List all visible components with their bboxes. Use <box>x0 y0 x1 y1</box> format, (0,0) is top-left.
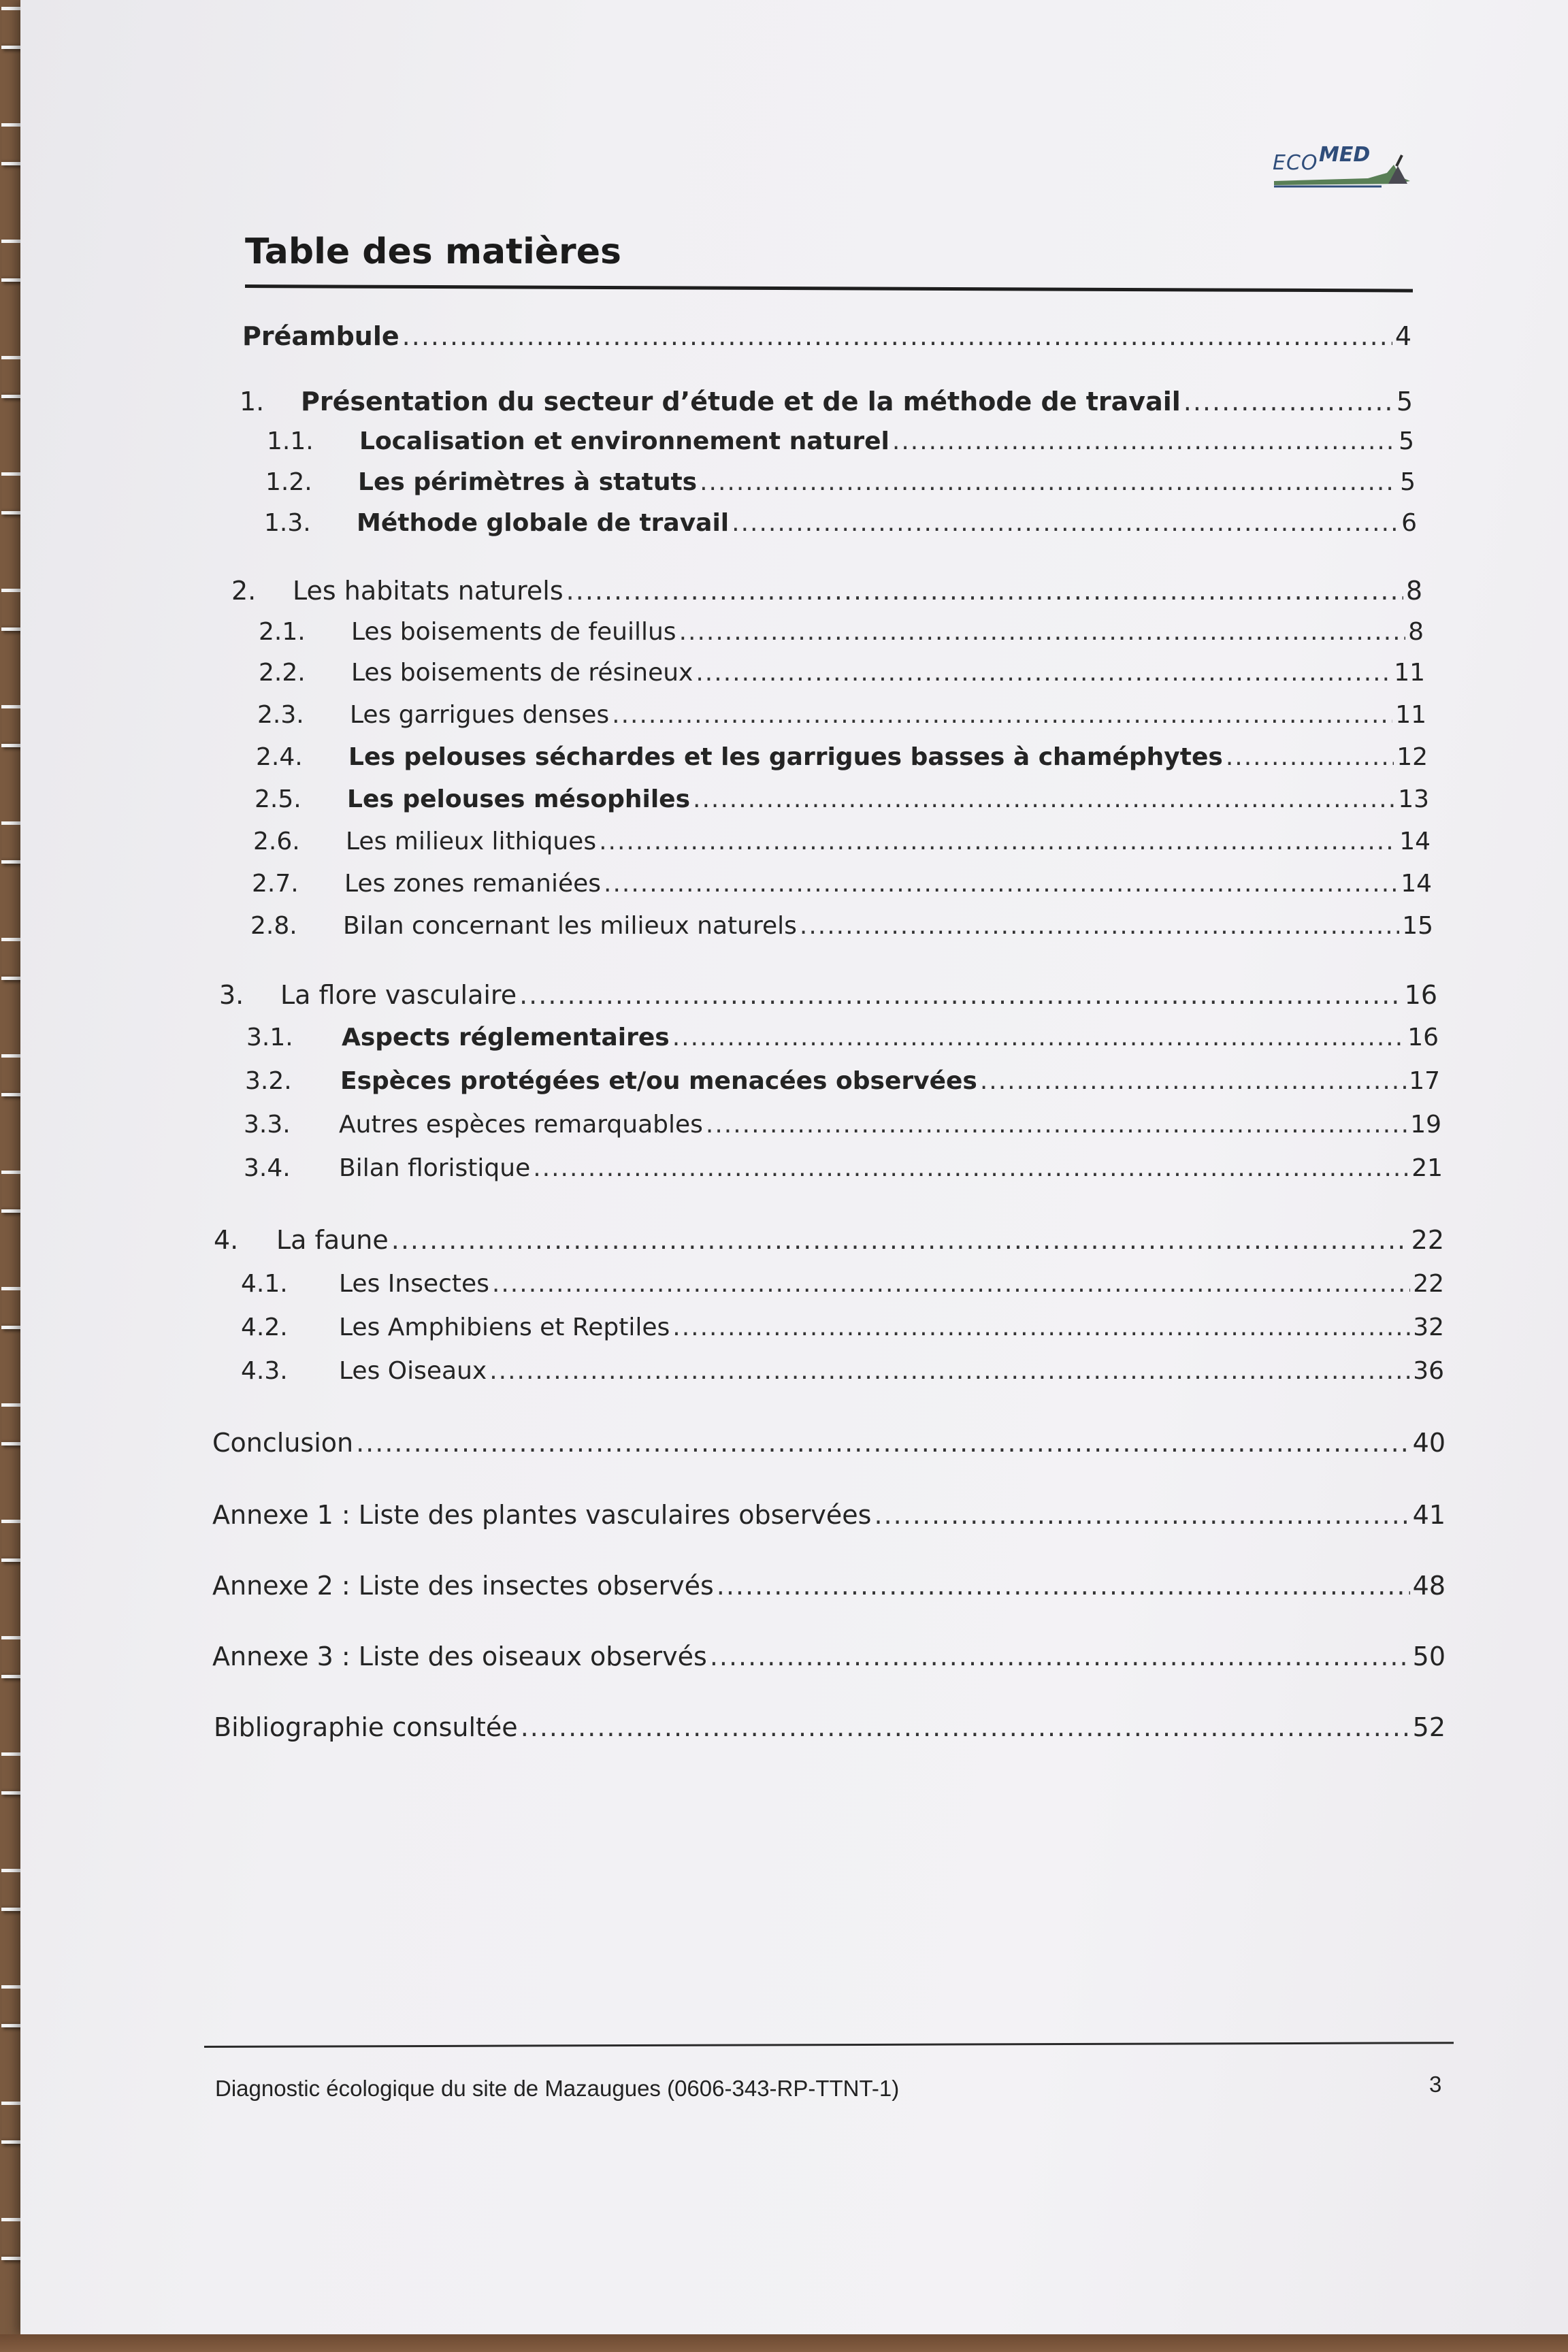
toc-entry-title: Autres espèces remarquables <box>339 1111 703 1139</box>
toc-dot-leader <box>706 1111 1407 1139</box>
toc-entry-page: 6 <box>1401 509 1417 537</box>
toc-entry-page: 32 <box>1413 1313 1444 1341</box>
toc-entry-title: Les Amphibiens et Reptiles <box>339 1313 670 1341</box>
toc-entry-page: 22 <box>1411 1225 1444 1255</box>
toc-entry[interactable] <box>259 659 1425 687</box>
toc-entry-title: Annexe 1 : Liste des plantes vasculaires observées <box>212 1500 872 1530</box>
toc-entry[interactable] <box>256 743 1428 771</box>
toc-entry[interactable] <box>214 1225 1444 1255</box>
toc-entry-page: 40 <box>1412 1428 1446 1458</box>
toc-entry-page: 13 <box>1398 785 1429 813</box>
toc-entry-number: 2.1. <box>259 618 306 646</box>
toc-dot-leader <box>710 1642 1410 1671</box>
toc-entry[interactable] <box>242 321 1411 351</box>
toc-entry-page: 16 <box>1404 980 1437 1010</box>
logo-eco-text: ECO <box>1273 151 1318 175</box>
toc-entry-number: 2.8. <box>250 912 297 940</box>
toc-entry[interactable] <box>214 1712 1446 1742</box>
toc-entry-page: 14 <box>1401 870 1432 898</box>
toc-entry[interactable] <box>253 828 1431 855</box>
toc-entry-title: Présentation du secteur d’étude et de la méthode de travail <box>301 387 1181 416</box>
toc-dot-leader <box>391 1225 1409 1255</box>
footer-document-title: Diagnostic écologique du site de Mazaugues (0606-343-RP-TTNT-1) <box>215 2076 900 2101</box>
toc-entry[interactable] <box>267 427 1414 455</box>
toc-entry-number: 2.5. <box>255 785 301 813</box>
toc-dot-leader <box>980 1067 1406 1095</box>
toc-dot-leader <box>800 912 1399 940</box>
toc-entry-title: La flore vasculaire <box>280 980 517 1010</box>
toc-entry-page: 17 <box>1409 1067 1440 1095</box>
toc-dot-leader <box>489 1357 1410 1385</box>
toc-entry-title: Les boisements de feuillus <box>351 618 676 646</box>
toc-entry-page: 12 <box>1396 743 1428 771</box>
toc-entry-number: 2.6. <box>253 828 300 855</box>
footer-page-number: 3 <box>1429 2072 1442 2097</box>
toc-entry[interactable] <box>212 1500 1446 1530</box>
toc-entry-title: Aspects réglementaires <box>342 1024 670 1051</box>
toc-dot-leader <box>679 618 1406 646</box>
toc-entry-page: 5 <box>1399 427 1414 455</box>
toc-entry-number: 3. <box>219 980 244 1010</box>
toc-entry-number: 2.2. <box>259 659 306 687</box>
toc-dot-leader <box>700 468 1397 496</box>
toc-entry-number: 3.2. <box>245 1067 292 1095</box>
toc-entry[interactable] <box>241 1313 1444 1341</box>
toc-entry[interactable] <box>212 1642 1446 1671</box>
toc-entry-page: 22 <box>1413 1270 1444 1298</box>
toc-entry-page: 5 <box>1400 468 1416 496</box>
toc-dot-leader <box>1183 387 1394 416</box>
toc-entry-number: 2. <box>231 576 257 606</box>
wooden-table-edge <box>0 2334 1568 2352</box>
toc-entry-title: Les zones remaniées <box>344 870 602 898</box>
toc-dot-leader <box>604 870 1398 898</box>
toc-entry-page: 19 <box>1410 1111 1441 1139</box>
toc-dot-leader <box>521 1712 1410 1742</box>
toc-dot-leader <box>874 1500 1409 1530</box>
toc-entry-page: 48 <box>1412 1571 1446 1601</box>
toc-entry-title: Annexe 3 : Liste des oiseaux observés <box>212 1642 707 1671</box>
toc-entry-number: 2.4. <box>256 743 303 771</box>
toc-entry[interactable] <box>219 980 1437 1010</box>
toc-entry[interactable] <box>265 468 1416 496</box>
toc-entry-page: 15 <box>1402 912 1433 940</box>
toc-entry[interactable] <box>245 1067 1440 1095</box>
toc-entry-number: 2.7. <box>252 870 299 898</box>
toc-entry-title: Espèces protégées et/ou menacées observées <box>340 1067 977 1095</box>
toc-entry-title: Préambule <box>242 321 399 351</box>
toc-dot-leader <box>356 1428 1410 1458</box>
toc-entry[interactable] <box>241 1270 1444 1298</box>
toc-dot-leader <box>672 1313 1410 1341</box>
toc-entry-number: 1.1. <box>267 427 314 455</box>
toc-entry-title: Localisation et environnement naturel <box>359 427 889 455</box>
toc-entry-page: 50 <box>1412 1642 1446 1671</box>
toc-entry-title: Les pelouses mésophiles <box>347 785 691 813</box>
toc-entry-title: Les milieux lithiques <box>346 828 597 855</box>
toc-entry[interactable] <box>244 1154 1443 1182</box>
toc-entry[interactable] <box>252 870 1432 898</box>
toc-entry-title: Les boisements de résineux <box>351 659 693 687</box>
toc-entry-title: Bilan floristique <box>339 1154 531 1182</box>
toc-entry[interactable] <box>246 1024 1439 1051</box>
toc-entry[interactable] <box>212 1428 1446 1458</box>
toc-dot-leader <box>696 659 1391 687</box>
toc-dot-leader <box>519 980 1402 1010</box>
toc-entry-page: 5 <box>1396 387 1413 416</box>
toc-entry-page: 36 <box>1413 1357 1444 1385</box>
toc-entry-page: 4 <box>1394 321 1411 351</box>
toc-entry-number: 4. <box>214 1225 239 1255</box>
toc-entry-title: Les périmètres à statuts <box>358 468 698 496</box>
toc-entry-title: Les Oiseaux <box>339 1357 487 1385</box>
toc-entry-number: 1.2. <box>265 468 312 496</box>
toc-entry-page: 8 <box>1405 576 1422 606</box>
toc-entry[interactable] <box>250 912 1433 940</box>
toc-entry-title: Bilan concernant les milieux naturels <box>343 912 797 940</box>
toc-entry-number: 3.3. <box>244 1111 291 1139</box>
toc-entry-number: 3.1. <box>246 1024 293 1051</box>
toc-entry-number: 4.2. <box>241 1313 288 1341</box>
toc-entry[interactable] <box>255 785 1429 813</box>
toc-entry[interactable] <box>212 1571 1446 1601</box>
toc-entry-page: 8 <box>1408 618 1424 646</box>
toc-dot-leader <box>717 1571 1410 1601</box>
toc-dot-leader <box>892 427 1396 455</box>
toc-dot-leader <box>599 828 1396 855</box>
toc-entry-page: 16 <box>1407 1024 1439 1051</box>
toc-entry[interactable] <box>259 618 1424 646</box>
toc-entry[interactable] <box>241 1357 1444 1385</box>
toc-entry-page: 11 <box>1395 701 1426 729</box>
toc-entry-number: 4.3. <box>241 1357 288 1385</box>
page-title: Table des matières <box>245 231 621 272</box>
toc-dot-leader <box>566 576 1403 606</box>
toc-entry-title: Annexe 2 : Liste des insectes observés <box>212 1571 714 1601</box>
toc-dot-leader <box>672 1024 1405 1051</box>
toc-entry-page: 21 <box>1411 1154 1443 1182</box>
toc-entry-page: 41 <box>1412 1500 1446 1530</box>
toc-dot-leader <box>402 321 1392 351</box>
toc-entry[interactable] <box>257 701 1426 729</box>
toc-entry-title: Les pelouses séchardes et les garrigues basses à chaméphytes <box>348 743 1223 771</box>
toc-entry-title: Les garrigues denses <box>350 701 610 729</box>
toc-entry-number: 3.4. <box>244 1154 291 1182</box>
toc-entry-title: Les habitats naturels <box>293 576 564 606</box>
toc-entry-page: 52 <box>1412 1712 1446 1742</box>
toc-entry[interactable] <box>231 576 1422 606</box>
toc-entry-number: 2.3. <box>257 701 304 729</box>
toc-entry[interactable] <box>264 509 1417 537</box>
toc-entry-title: Conclusion <box>212 1428 354 1458</box>
toc-entry-number: 4.1. <box>241 1270 288 1298</box>
toc-entry-title: Bibliographie consultée <box>214 1712 518 1742</box>
toc-entry-page: 14 <box>1399 828 1431 855</box>
toc-dot-leader <box>492 1270 1410 1298</box>
toc-entry[interactable] <box>244 1111 1441 1139</box>
toc-entry-number: 1. <box>240 387 265 416</box>
toc-dot-leader <box>612 701 1392 729</box>
toc-entry-number: 1.3. <box>264 509 311 537</box>
toc-dot-leader <box>533 1154 1409 1182</box>
toc-entry-page: 11 <box>1394 659 1425 687</box>
toc-dot-leader <box>693 785 1395 813</box>
toc-entry-title: Les Insectes <box>339 1270 489 1298</box>
toc-entry-title: La faune <box>276 1225 389 1255</box>
toc-entry-title: Méthode globale de travail <box>357 509 730 537</box>
toc-dot-leader <box>1226 743 1394 771</box>
toc-dot-leader <box>732 509 1399 537</box>
logo-med-text: MED <box>1319 143 1371 167</box>
toc-entry[interactable] <box>240 387 1413 416</box>
